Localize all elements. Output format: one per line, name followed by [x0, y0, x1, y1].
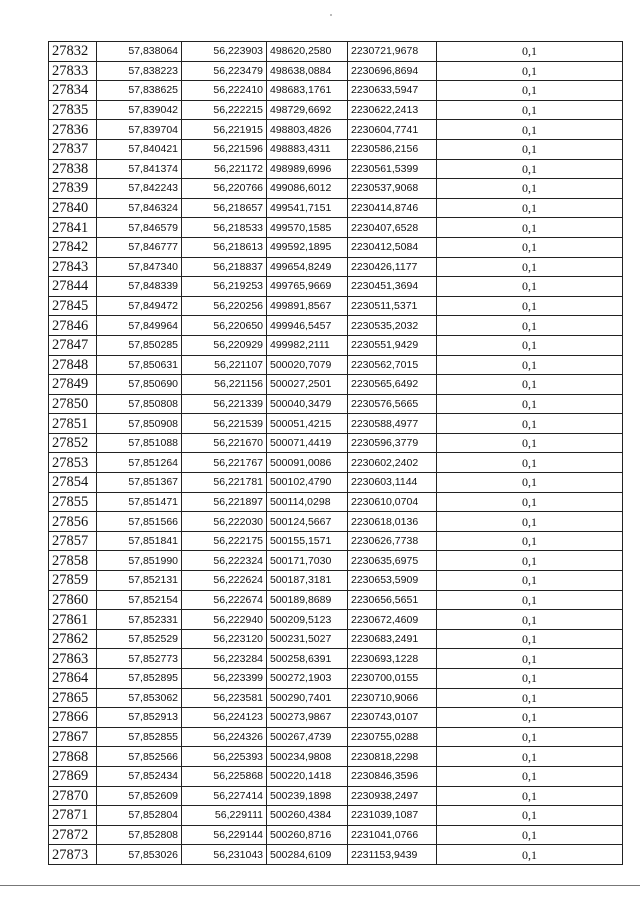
longitude-cell: 56,218657 [182, 198, 267, 218]
point-number-cell: 27865 [49, 688, 97, 708]
table-row [49, 492, 623, 512]
longitude-cell: 56,221107 [182, 355, 267, 375]
y-coordinate-cell: 2230561,5399 [348, 159, 437, 179]
coordinates-table [48, 41, 623, 865]
y-coordinate-cell: 2230635,6975 [348, 551, 437, 571]
x-coordinate-cell: 500171,7030 [267, 551, 348, 571]
accuracy-cell: 0,1 [437, 473, 623, 493]
point-number-cell: 27844 [49, 277, 97, 297]
latitude-cell: 57,850631 [97, 355, 182, 375]
y-coordinate-cell: 2230426,1177 [348, 257, 437, 277]
x-coordinate-cell: 499982,2111 [267, 335, 348, 355]
x-coordinate-cell: 499946,5457 [267, 316, 348, 336]
table-row [49, 610, 623, 630]
accuracy-cell: 0,1 [437, 218, 623, 238]
x-coordinate-cell: 500091,0086 [267, 453, 348, 473]
x-coordinate-cell: 499765,9669 [267, 277, 348, 297]
accuracy-cell: 0,1 [437, 159, 623, 179]
point-number-cell: 27850 [49, 394, 97, 414]
table-row [49, 81, 623, 101]
accuracy-cell: 0,1 [437, 453, 623, 473]
latitude-cell: 57,852609 [97, 786, 182, 806]
y-coordinate-cell: 2230576,5665 [348, 394, 437, 414]
y-coordinate-cell: 2230818,2298 [348, 747, 437, 767]
x-coordinate-cell: 500260,8716 [267, 825, 348, 845]
longitude-cell: 56,227414 [182, 786, 267, 806]
table-row [49, 198, 623, 218]
point-number-cell: 27872 [49, 825, 97, 845]
x-coordinate-cell: 500027,2501 [267, 375, 348, 395]
longitude-cell: 56,222940 [182, 610, 267, 630]
table-row [49, 845, 623, 865]
table-row [49, 649, 623, 669]
longitude-cell: 56,222175 [182, 531, 267, 551]
point-number-cell: 27852 [49, 433, 97, 453]
table-row [49, 42, 623, 62]
point-number-cell: 27847 [49, 335, 97, 355]
table-row [49, 590, 623, 610]
latitude-cell: 57,852434 [97, 766, 182, 786]
latitude-cell: 57,851088 [97, 433, 182, 453]
latitude-cell: 57,842243 [97, 179, 182, 199]
point-number-cell: 27836 [49, 120, 97, 140]
accuracy-cell: 0,1 [437, 747, 623, 767]
table-row [49, 708, 623, 728]
longitude-cell: 56,218837 [182, 257, 267, 277]
latitude-cell: 57,846324 [97, 198, 182, 218]
accuracy-cell: 0,1 [437, 257, 623, 277]
table-row [49, 747, 623, 767]
longitude-cell: 56,221156 [182, 375, 267, 395]
accuracy-cell: 0,1 [437, 825, 623, 845]
accuracy-cell: 0,1 [437, 688, 623, 708]
latitude-cell: 57,840421 [97, 139, 182, 159]
point-number-cell: 27849 [49, 375, 97, 395]
x-coordinate-cell: 498803,4826 [267, 120, 348, 140]
point-number-cell: 27866 [49, 708, 97, 728]
longitude-cell: 56,222674 [182, 590, 267, 610]
longitude-cell: 56,221670 [182, 433, 267, 453]
point-number-cell: 27841 [49, 218, 97, 238]
longitude-cell: 56,221339 [182, 394, 267, 414]
point-number-cell: 27861 [49, 610, 97, 630]
point-number-cell: 27851 [49, 414, 97, 434]
accuracy-cell: 0,1 [437, 531, 623, 551]
latitude-cell: 57,852154 [97, 590, 182, 610]
x-coordinate-cell: 500260,4384 [267, 806, 348, 826]
point-number-cell: 27840 [49, 198, 97, 218]
y-coordinate-cell: 2230622,2413 [348, 100, 437, 120]
x-coordinate-cell: 500071,4419 [267, 433, 348, 453]
longitude-cell: 56,222324 [182, 551, 267, 571]
table-row [49, 473, 623, 493]
y-coordinate-cell: 2230562,7015 [348, 355, 437, 375]
accuracy-cell: 0,1 [437, 296, 623, 316]
longitude-cell: 56,223479 [182, 61, 267, 81]
point-number-cell: 27855 [49, 492, 97, 512]
table-row [49, 159, 623, 179]
latitude-cell: 57,846579 [97, 218, 182, 238]
latitude-cell: 57,846777 [97, 237, 182, 257]
longitude-cell: 56,220766 [182, 179, 267, 199]
latitude-cell: 57,852855 [97, 727, 182, 747]
x-coordinate-cell: 500239,1898 [267, 786, 348, 806]
accuracy-cell: 0,1 [437, 120, 623, 140]
accuracy-cell: 0,1 [437, 277, 623, 297]
table-row [49, 355, 623, 375]
y-coordinate-cell: 2231153,9439 [348, 845, 437, 865]
x-coordinate-cell: 500102,4790 [267, 473, 348, 493]
latitude-cell: 57,852895 [97, 669, 182, 689]
latitude-cell: 57,852773 [97, 649, 182, 669]
y-coordinate-cell: 2230412,5084 [348, 237, 437, 257]
point-number-cell: 27857 [49, 531, 97, 551]
x-coordinate-cell: 499891,8567 [267, 296, 348, 316]
table-row [49, 100, 623, 120]
point-number-cell: 27838 [49, 159, 97, 179]
accuracy-cell: 0,1 [437, 610, 623, 630]
latitude-cell: 57,838625 [97, 81, 182, 101]
x-coordinate-cell: 500258,6391 [267, 649, 348, 669]
accuracy-cell: 0,1 [437, 139, 623, 159]
latitude-cell: 57,853026 [97, 845, 182, 865]
x-coordinate-cell: 500220,1418 [267, 766, 348, 786]
longitude-cell: 56,224326 [182, 727, 267, 747]
x-coordinate-cell: 500051,4215 [267, 414, 348, 434]
table-row [49, 727, 623, 747]
longitude-cell: 56,220256 [182, 296, 267, 316]
x-coordinate-cell: 500231,5027 [267, 629, 348, 649]
point-number-cell: 27860 [49, 590, 97, 610]
scan-speck [330, 14, 332, 16]
accuracy-cell: 0,1 [437, 571, 623, 591]
y-coordinate-cell: 2230511,5371 [348, 296, 437, 316]
accuracy-cell: 0,1 [437, 786, 623, 806]
table-row [49, 806, 623, 826]
latitude-cell: 57,839704 [97, 120, 182, 140]
table-row [49, 766, 623, 786]
point-number-cell: 27867 [49, 727, 97, 747]
y-coordinate-cell: 2230596,3779 [348, 433, 437, 453]
longitude-cell: 56,221767 [182, 453, 267, 473]
longitude-cell: 56,223399 [182, 669, 267, 689]
y-coordinate-cell: 2230683,2491 [348, 629, 437, 649]
y-coordinate-cell: 2230618,0136 [348, 512, 437, 532]
coordinates-table-body [49, 42, 623, 865]
x-coordinate-cell: 500020,7079 [267, 355, 348, 375]
accuracy-cell: 0,1 [437, 512, 623, 532]
table-row [49, 551, 623, 571]
longitude-cell: 56,222030 [182, 512, 267, 532]
accuracy-cell: 0,1 [437, 806, 623, 826]
longitude-cell: 56,220650 [182, 316, 267, 336]
y-coordinate-cell: 2231041,0766 [348, 825, 437, 845]
point-number-cell: 27845 [49, 296, 97, 316]
x-coordinate-cell: 500209,5123 [267, 610, 348, 630]
table-row [49, 825, 623, 845]
table-row [49, 571, 623, 591]
latitude-cell: 57,852131 [97, 571, 182, 591]
latitude-cell: 57,850908 [97, 414, 182, 434]
longitude-cell: 56,225393 [182, 747, 267, 767]
accuracy-cell: 0,1 [437, 355, 623, 375]
accuracy-cell: 0,1 [437, 708, 623, 728]
x-coordinate-cell: 500273,9867 [267, 708, 348, 728]
table-row [49, 139, 623, 159]
longitude-cell: 56,231043 [182, 845, 267, 865]
accuracy-cell: 0,1 [437, 551, 623, 571]
accuracy-cell: 0,1 [437, 492, 623, 512]
point-number-cell: 27835 [49, 100, 97, 120]
table-row [49, 179, 623, 199]
y-coordinate-cell: 2230626,7738 [348, 531, 437, 551]
latitude-cell: 57,852808 [97, 825, 182, 845]
table-row [49, 453, 623, 473]
latitude-cell: 57,850285 [97, 335, 182, 355]
x-coordinate-cell: 498883,4311 [267, 139, 348, 159]
latitude-cell: 57,851264 [97, 453, 182, 473]
x-coordinate-cell: 500040,3479 [267, 394, 348, 414]
accuracy-cell: 0,1 [437, 414, 623, 434]
accuracy-cell: 0,1 [437, 629, 623, 649]
point-number-cell: 27837 [49, 139, 97, 159]
longitude-cell: 56,221596 [182, 139, 267, 159]
y-coordinate-cell: 2230451,3694 [348, 277, 437, 297]
x-coordinate-cell: 500284,6109 [267, 845, 348, 865]
point-number-cell: 27871 [49, 806, 97, 826]
point-number-cell: 27843 [49, 257, 97, 277]
x-coordinate-cell: 499086,6012 [267, 179, 348, 199]
x-coordinate-cell: 500124,5667 [267, 512, 348, 532]
latitude-cell: 57,848339 [97, 277, 182, 297]
latitude-cell: 57,850690 [97, 375, 182, 395]
point-number-cell: 27858 [49, 551, 97, 571]
table-row [49, 669, 623, 689]
point-number-cell: 27848 [49, 355, 97, 375]
point-number-cell: 27832 [49, 42, 97, 62]
accuracy-cell: 0,1 [437, 335, 623, 355]
longitude-cell: 56,222215 [182, 100, 267, 120]
table-row [49, 688, 623, 708]
x-coordinate-cell: 498729,6692 [267, 100, 348, 120]
x-coordinate-cell: 500114,0298 [267, 492, 348, 512]
longitude-cell: 56,223581 [182, 688, 267, 708]
y-coordinate-cell: 2230565,6492 [348, 375, 437, 395]
longitude-cell: 56,221172 [182, 159, 267, 179]
y-coordinate-cell: 2230551,9429 [348, 335, 437, 355]
table-row [49, 531, 623, 551]
y-coordinate-cell: 2230700,0155 [348, 669, 437, 689]
x-coordinate-cell: 498620,2580 [267, 42, 348, 62]
y-coordinate-cell: 2230588,4977 [348, 414, 437, 434]
y-coordinate-cell: 2230656,5651 [348, 590, 437, 610]
y-coordinate-cell: 2230693,1228 [348, 649, 437, 669]
x-coordinate-cell: 500267,4739 [267, 727, 348, 747]
accuracy-cell: 0,1 [437, 316, 623, 336]
latitude-cell: 57,851990 [97, 551, 182, 571]
y-coordinate-cell: 2230696,8694 [348, 61, 437, 81]
y-coordinate-cell: 2230586,2156 [348, 139, 437, 159]
longitude-cell: 56,221781 [182, 473, 267, 493]
longitude-cell: 56,224123 [182, 708, 267, 728]
x-coordinate-cell: 499654,8249 [267, 257, 348, 277]
y-coordinate-cell: 2230610,0704 [348, 492, 437, 512]
y-coordinate-cell: 2230633,5947 [348, 81, 437, 101]
longitude-cell: 56,229111 [182, 806, 267, 826]
table-row [49, 335, 623, 355]
latitude-cell: 57,851471 [97, 492, 182, 512]
x-coordinate-cell: 499592,1895 [267, 237, 348, 257]
table-row [49, 394, 623, 414]
latitude-cell: 57,838064 [97, 42, 182, 62]
point-number-cell: 27862 [49, 629, 97, 649]
y-coordinate-cell: 2230653,5909 [348, 571, 437, 591]
accuracy-cell: 0,1 [437, 433, 623, 453]
accuracy-cell: 0,1 [437, 81, 623, 101]
point-number-cell: 27834 [49, 81, 97, 101]
table-row [49, 237, 623, 257]
point-number-cell: 27853 [49, 453, 97, 473]
latitude-cell: 57,849964 [97, 316, 182, 336]
accuracy-cell: 0,1 [437, 394, 623, 414]
latitude-cell: 57,850808 [97, 394, 182, 414]
table-row [49, 218, 623, 238]
x-coordinate-cell: 500189,8689 [267, 590, 348, 610]
accuracy-cell: 0,1 [437, 766, 623, 786]
longitude-cell: 56,229144 [182, 825, 267, 845]
point-number-cell: 27864 [49, 669, 97, 689]
table-row [49, 375, 623, 395]
latitude-cell: 57,852529 [97, 629, 182, 649]
latitude-cell: 57,852566 [97, 747, 182, 767]
point-number-cell: 27873 [49, 845, 97, 865]
point-number-cell: 27833 [49, 61, 97, 81]
accuracy-cell: 0,1 [437, 198, 623, 218]
longitude-cell: 56,221539 [182, 414, 267, 434]
longitude-cell: 56,222410 [182, 81, 267, 101]
y-coordinate-cell: 2230414,8746 [348, 198, 437, 218]
y-coordinate-cell: 2230721,9678 [348, 42, 437, 62]
x-coordinate-cell: 498638,0884 [267, 61, 348, 81]
accuracy-cell: 0,1 [437, 669, 623, 689]
y-coordinate-cell: 2231039,1087 [348, 806, 437, 826]
latitude-cell: 57,852804 [97, 806, 182, 826]
point-number-cell: 27854 [49, 473, 97, 493]
x-coordinate-cell: 498683,1761 [267, 81, 348, 101]
latitude-cell: 57,851566 [97, 512, 182, 532]
latitude-cell: 57,841374 [97, 159, 182, 179]
y-coordinate-cell: 2230710,9066 [348, 688, 437, 708]
y-coordinate-cell: 2230603,1144 [348, 473, 437, 493]
table-row [49, 316, 623, 336]
longitude-cell: 56,223903 [182, 42, 267, 62]
accuracy-cell: 0,1 [437, 179, 623, 199]
latitude-cell: 57,847340 [97, 257, 182, 277]
accuracy-cell: 0,1 [437, 845, 623, 865]
latitude-cell: 57,851841 [97, 531, 182, 551]
latitude-cell: 57,838223 [97, 61, 182, 81]
point-number-cell: 27863 [49, 649, 97, 669]
table-row [49, 120, 623, 140]
latitude-cell: 57,853062 [97, 688, 182, 708]
y-coordinate-cell: 2230938,2497 [348, 786, 437, 806]
accuracy-cell: 0,1 [437, 649, 623, 669]
point-number-cell: 27842 [49, 237, 97, 257]
x-coordinate-cell: 500155,1571 [267, 531, 348, 551]
table-row [49, 629, 623, 649]
table-row [49, 786, 623, 806]
y-coordinate-cell: 2230604,7741 [348, 120, 437, 140]
table-row [49, 296, 623, 316]
accuracy-cell: 0,1 [437, 61, 623, 81]
latitude-cell: 57,852913 [97, 708, 182, 728]
longitude-cell: 56,221915 [182, 120, 267, 140]
longitude-cell: 56,220929 [182, 335, 267, 355]
accuracy-cell: 0,1 [437, 375, 623, 395]
scan-edge-line [0, 885, 640, 886]
point-number-cell: 27859 [49, 571, 97, 591]
longitude-cell: 56,223284 [182, 649, 267, 669]
x-coordinate-cell: 499570,1585 [267, 218, 348, 238]
y-coordinate-cell: 2230602,2402 [348, 453, 437, 473]
point-number-cell: 27870 [49, 786, 97, 806]
latitude-cell: 57,851367 [97, 473, 182, 493]
latitude-cell: 57,839042 [97, 100, 182, 120]
point-number-cell: 27846 [49, 316, 97, 336]
y-coordinate-cell: 2230846,3596 [348, 766, 437, 786]
latitude-cell: 57,849472 [97, 296, 182, 316]
longitude-cell: 56,222624 [182, 571, 267, 591]
table-row [49, 512, 623, 532]
y-coordinate-cell: 2230407,6528 [348, 218, 437, 238]
accuracy-cell: 0,1 [437, 100, 623, 120]
x-coordinate-cell: 500234,9808 [267, 747, 348, 767]
y-coordinate-cell: 2230743,0107 [348, 708, 437, 728]
point-number-cell: 27868 [49, 747, 97, 767]
table-row [49, 257, 623, 277]
longitude-cell: 56,219253 [182, 277, 267, 297]
y-coordinate-cell: 2230755,0288 [348, 727, 437, 747]
point-number-cell: 27869 [49, 766, 97, 786]
y-coordinate-cell: 2230535,2032 [348, 316, 437, 336]
point-number-cell: 27856 [49, 512, 97, 532]
x-coordinate-cell: 498989,6996 [267, 159, 348, 179]
table-row [49, 433, 623, 453]
accuracy-cell: 0,1 [437, 727, 623, 747]
longitude-cell: 56,225868 [182, 766, 267, 786]
latitude-cell: 57,852331 [97, 610, 182, 630]
table-row [49, 414, 623, 434]
table-row [49, 61, 623, 81]
longitude-cell: 56,218613 [182, 237, 267, 257]
longitude-cell: 56,223120 [182, 629, 267, 649]
x-coordinate-cell: 499541,7151 [267, 198, 348, 218]
accuracy-cell: 0,1 [437, 42, 623, 62]
x-coordinate-cell: 500272,1903 [267, 669, 348, 689]
longitude-cell: 56,221897 [182, 492, 267, 512]
y-coordinate-cell: 2230672,4609 [348, 610, 437, 630]
accuracy-cell: 0,1 [437, 590, 623, 610]
x-coordinate-cell: 500290,7401 [267, 688, 348, 708]
point-number-cell: 27839 [49, 179, 97, 199]
x-coordinate-cell: 500187,3181 [267, 571, 348, 591]
y-coordinate-cell: 2230537,9068 [348, 179, 437, 199]
longitude-cell: 56,218533 [182, 218, 267, 238]
accuracy-cell: 0,1 [437, 237, 623, 257]
table-row [49, 277, 623, 297]
